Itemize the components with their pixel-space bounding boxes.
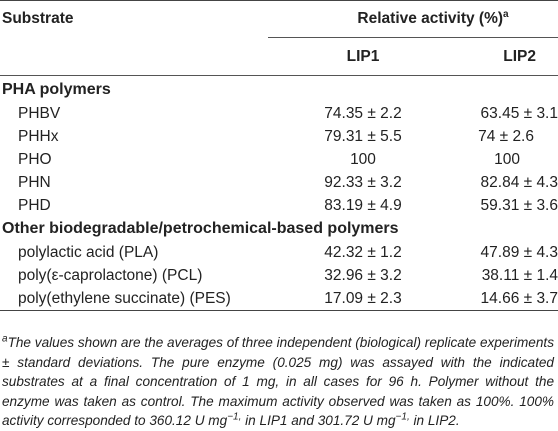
lip2-cell: 82.84 ± 4.3 [480, 173, 558, 191]
group-title: PHA polymers [2, 81, 111, 98]
footnote-marker: a [503, 8, 509, 20]
footnote-text: in LIP1 and 301.72 U mg [241, 413, 396, 429]
footnote-text: in LIP2. [409, 413, 460, 429]
empty-header-cell [0, 38, 268, 76]
lip2-cell: 47.89 ± 4.3 [480, 243, 558, 261]
lip2-cell: 63.45 ± 3.1 [480, 104, 558, 122]
lip1-cell: 100 [350, 150, 376, 168]
lip1-cell: 79.31 ± 5.5 [324, 127, 402, 145]
lip2-cell: 14.66 ± 3.7 [418, 287, 558, 311]
lip2-cell: 59.31 ± 3.6 [480, 196, 558, 214]
substrate-cell: PHD [18, 196, 51, 214]
substrate-cell: poly(ε-caprolactone) (PCL) [18, 266, 203, 284]
table-row [0, 171, 558, 194]
relative-activity-header: Relative activity (%)$^a$ [268, 1, 558, 38]
substrate-cell: poly(ethylene succinate) (PES) [0, 287, 268, 311]
lip1-header: LIP1 [268, 38, 418, 76]
lip2-header: LIP2 [418, 38, 558, 76]
lip1-cell: 83.19 ± 4.9 [324, 196, 402, 214]
substrate-cell: PHHx [18, 127, 59, 145]
table-row [0, 102, 558, 125]
footnote-marker: a [2, 333, 8, 345]
substrate-cell: PHO [18, 150, 52, 168]
substrate-header: Substrate [0, 1, 268, 38]
table-row [0, 241, 558, 264]
table-header [0, 1, 558, 76]
unit-exponent: −1, [227, 411, 242, 423]
table-row [0, 287, 558, 311]
unit-exponent: −1, [395, 411, 410, 423]
lip1-cell: 32.96 ± 3.2 [324, 266, 402, 284]
lip2-cell: 100 [494, 150, 520, 168]
substrate-cell: PHN [18, 173, 51, 191]
header-row-2 [0, 38, 558, 76]
lip1-cell: 17.09 ± 2.3 [268, 287, 418, 311]
group-row [0, 76, 558, 103]
group-title: Other biodegradable/petrochemical-based polymers [2, 220, 399, 237]
lip1-cell: 74.35 ± 2.2 [324, 104, 402, 122]
table-row [0, 148, 558, 171]
substrate-cell: PHBV [18, 104, 61, 122]
header-row-1 [0, 1, 558, 38]
footnote-text: The values shown are the averages of three independent (biological) replicate experiments ± standard deviations. The pure enzyme (0.025 mg) was assayed with the indicated substrates at a final concentration of 1 mg, in all cases for 96 h. Polymer without the enzyme was taken as control. The maximum activity observed was taken as 100%. 100% activity corresponded to 360.12 U mg [2, 335, 554, 429]
table-row [0, 125, 558, 148]
lip2-cell: 38.11 ± 1.4 [481, 266, 558, 284]
lip1-cell: 42.32 ± 1.2 [324, 243, 402, 261]
lip2-cell: 74 ± 2.6 [478, 127, 534, 145]
table-body [0, 76, 558, 311]
substrate-cell: polylactic acid (PLA) [18, 243, 159, 261]
table-row [0, 264, 558, 287]
table-footnote [2, 333, 554, 431]
lip1-cell: 92.33 ± 3.2 [324, 173, 402, 191]
group-row [0, 217, 558, 241]
table-row [0, 194, 558, 217]
